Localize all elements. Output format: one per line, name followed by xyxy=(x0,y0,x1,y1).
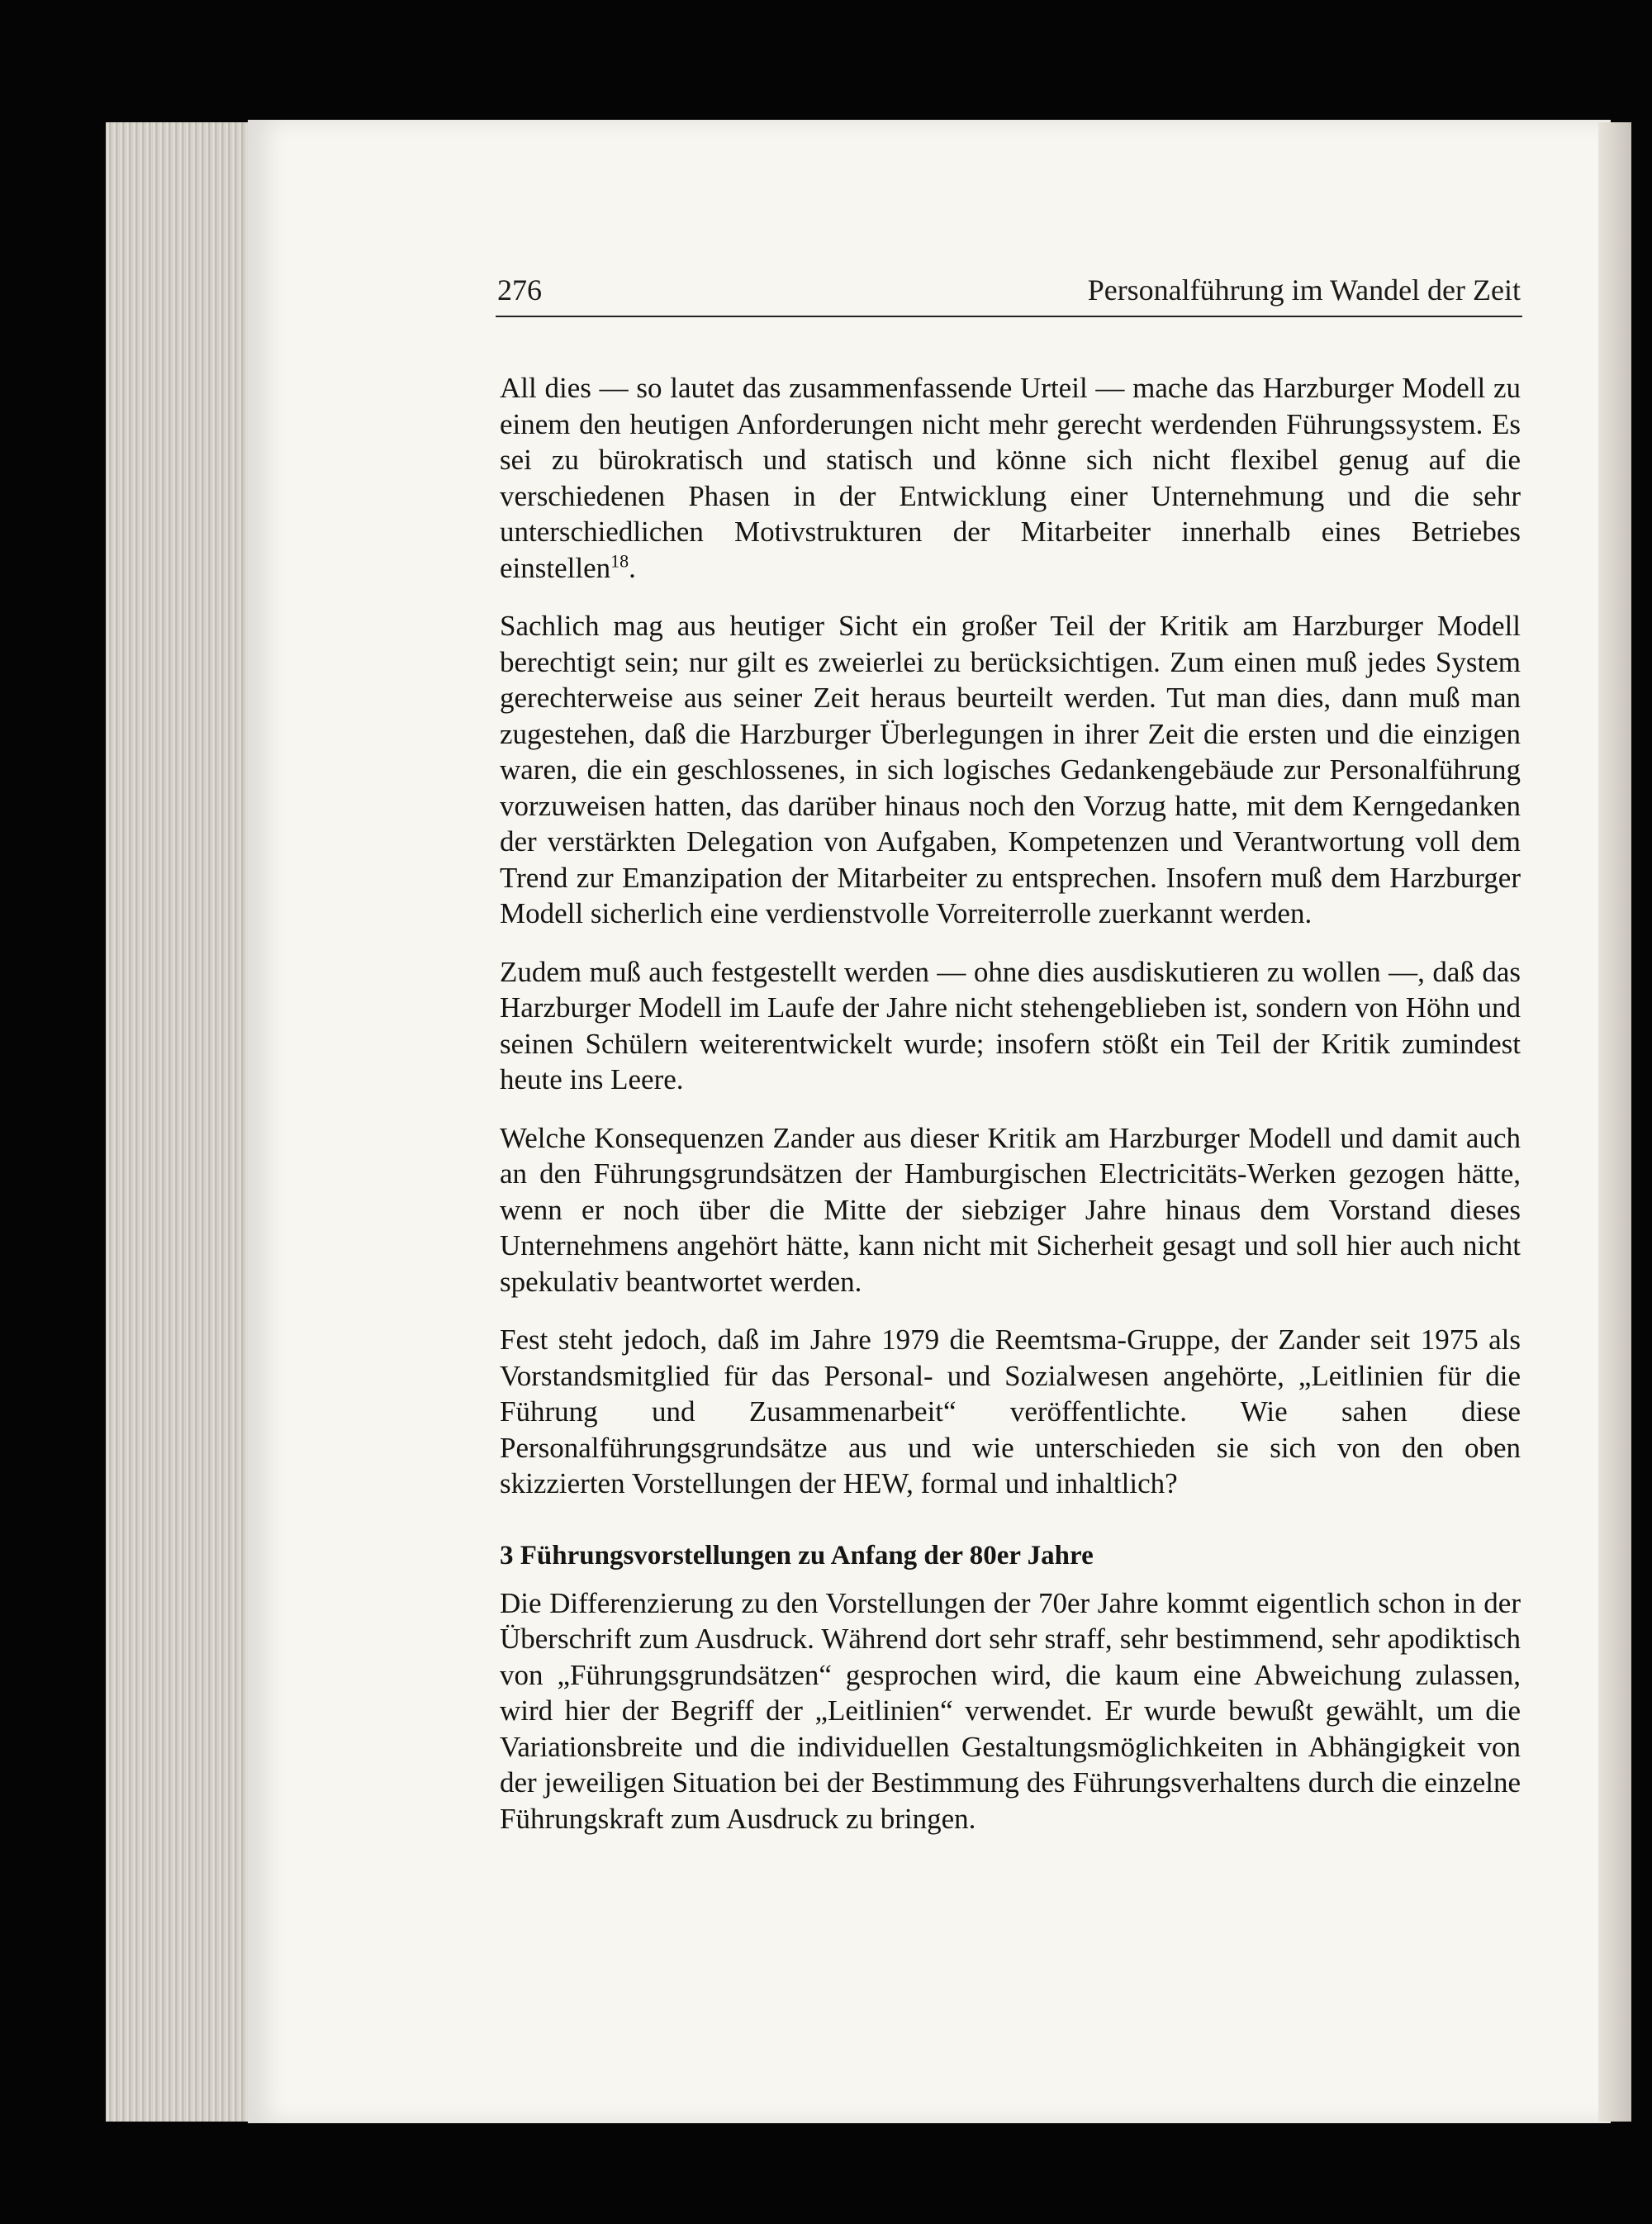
footnote-marker: 18 xyxy=(610,549,629,571)
paragraph-1-text: All dies — so lautet das zusammenfassende Urteil — mache das Harzburger Modell zu einem den heutigen Anforderungen nicht mehr gerecht werdenden Führungssystem. Es sei zu bürokratisch und statisch und könne sich nicht flexibel genug auf die verschiedenen Phasen in der Entwicklung einer Unternehmung und die sehr unterschiedlichen Motivstrukturen der Mitarbeiter innerhalb eines Betriebes einstellen xyxy=(500,372,1521,584)
page-stack-edges xyxy=(106,122,263,2122)
page-right-edge xyxy=(1598,122,1631,2122)
paragraph-1 xyxy=(500,370,1521,586)
body-text xyxy=(500,370,1521,1859)
paragraph-1-end: . xyxy=(629,551,636,584)
running-header xyxy=(496,266,1522,317)
paragraph-5: Fest steht jedoch, daß im Jahre 1979 die Reemtsma-Gruppe, der Zander seit 1975 als Vorstandsmitglied für das Personal- und Sozialwesen angehörte, „Leitlinien für die Führung und Zusammenarbeit“ veröffentlichte. Wie sahen diese Personalführungsgrundsätze aus und wie unterschieden sie sich von den oben skizzierten Vorstellungen der HEW, formal und inhaltlich? xyxy=(500,1323,1521,1499)
section-heading: 3 Führungsvorstellungen zu Anfang der 80er Jahre xyxy=(500,1540,1094,1571)
section-paragraph: Die Differenzierung zu den Vorstellungen der 70er Jahre kommt eigentlich schon in der Überschrift zum Ausdruck. Während dort sehr straff, sehr bestimmend, sehr apodiktisch von „Führungsgrundsätzen“ gesprochen wird, die kaum eine Abweichung zulassen, wird hier der Begriff der „Leitlinien“ verwendet. Er wurde bewußt gewählt, um die Variationsbreite und die individuellen Gestaltungsmöglichkeiten in Abhängigkeit von der jeweiligen Situation bei der Bestimmung des Führungsverhaltens durch die einzelne Führungskraft zum Ausdruck zu bringen. xyxy=(500,1586,1521,1835)
paragraph-3: Zudem muß auch festgestellt werden — ohne dies ausdiskutieren zu wollen —, daß das Harzburger Modell im Laufe der Jahre nicht stehengeblieben ist, sondern von Höhn und seinen Schülern weiterentwickelt wurde; insofern stößt ein Teil der Kritik zumindest heute ins Leere. xyxy=(500,955,1521,1095)
page-number: 276 xyxy=(497,273,542,307)
paragraph-4: Welche Konsequenzen Zander aus dieser Kritik am Harzburger Modell und damit auch an den Führungsgrundsätzen der Hamburgischen Electricitäts-Werken gezogen hätte, wenn er noch über die Mitte der siebziger Jahre hinaus dem Vorstand dieses Unternehmens angehört hätte, kann nicht mit Sicherheit gesagt und soll hier auch nicht spekulativ beantwortet werden. xyxy=(500,1121,1521,1298)
paragraph-2: Sachlich mag aus heutiger Sicht ein großer Teil der Kritik am Harzburger Modell berechtigt sein; nur gilt es zweierlei zu berücksichtigen. Zum einen muß jedes System gerechterweise aus seiner Zeit heraus beurteilt werden. Tut man dies, dann muß man zugestehen, daß die Harzburger Überlegungen in ihrer Zeit die ersten und die einzigen waren, die ein geschlossenes, in sich logisches Gedankengebäude zur Personalführung vorzuweisen hatten, das darüber hinaus noch den Vorzug hatte, mit dem Kerngedanken der verstärkten Delegation von Aufgaben, Kompetenzen und Verantwortung voll dem Trend zur Emanzipation der Mitarbeiter zu entsprechen. Insofern muß dem Harzburger Modell sicherlich eine verdienstvolle Vorreiterrolle zuerkannt werden. xyxy=(500,610,1521,929)
running-title: Personalführung im Wandel der Zeit xyxy=(1087,273,1521,307)
